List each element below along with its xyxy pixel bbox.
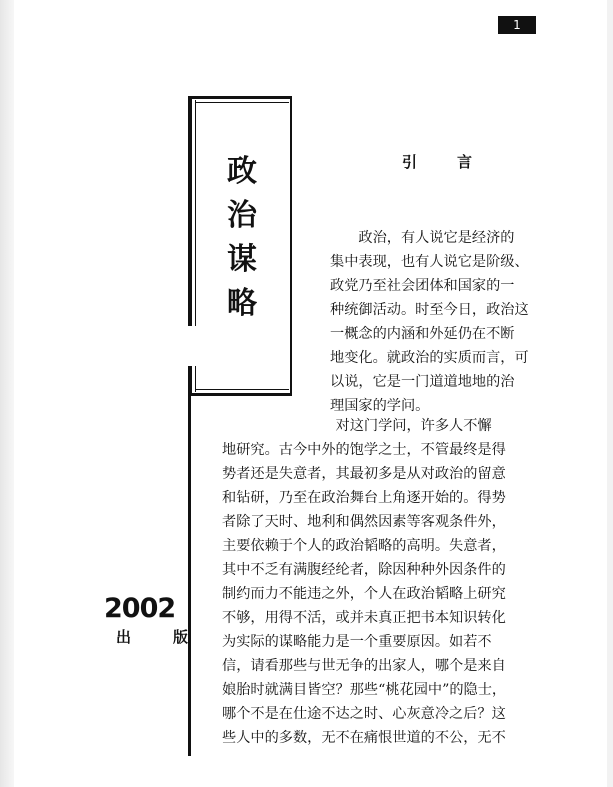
text-line: 一概念的内涵和外延仍在不断	[330, 326, 515, 342]
frame-top-inner-line	[195, 102, 289, 103]
frame-right-line	[290, 96, 292, 396]
text-line: 对这门学问，许多人不懈	[222, 418, 492, 434]
publish-label-char: 出	[116, 628, 132, 646]
intro-paragraph-1	[330, 226, 544, 418]
publish-year: 2002	[104, 593, 176, 624]
section-heading	[402, 152, 472, 172]
text-line: 娘胎时就满目皆空？那些“桃花园中”的隐士，	[222, 682, 507, 698]
text-line: 地变化。就政治的实质而言，可	[330, 350, 529, 366]
vertical-spine-rule	[188, 396, 191, 756]
text-line: 其中不乏有满腹经纶者，除因种种外因条件的	[222, 562, 506, 578]
text-line: 理国家的学问。	[330, 398, 430, 414]
page-right-edge-shadow	[607, 0, 613, 787]
text-line: 以说，它是一门道道地地的治	[330, 374, 515, 390]
text-line: 和钻研，乃至在政治舞台上角逐开始的。得势	[222, 490, 506, 506]
publish-label	[116, 627, 188, 647]
frame-top-line	[188, 96, 292, 99]
text-line: 地研究。古今中外的饱学之士，不管最终是得	[222, 442, 506, 458]
title-char: 谋	[227, 242, 257, 277]
page-left-edge-shadow	[0, 0, 14, 787]
title-char: 略	[227, 286, 257, 321]
title-char: 治	[227, 198, 257, 233]
intro-paragraph-2	[222, 414, 544, 750]
text-line: 信，请看那些与世无争的出家人，哪个是来自	[222, 658, 506, 674]
text-line: 制约而力不能违之外，个人在政治韬略上研究	[222, 586, 506, 602]
text-line: 政治，有人说它是经济的	[330, 230, 515, 246]
text-line: 为实际的谋略能力是一个重要原因。如若不	[222, 634, 492, 650]
text-line: 哪个不是在仕途不达之时、心灰意冷之后？这	[222, 706, 506, 722]
frame-left-gap	[188, 326, 197, 366]
frame-bottom-line	[188, 393, 292, 396]
text-line: 种统御活动。时至今日，政治这	[330, 302, 529, 318]
text-line: 政党乃至社会团体和国家的一	[330, 278, 515, 294]
frame-bottom-inner-line	[195, 389, 289, 390]
book-title-vertical	[222, 150, 262, 326]
heading-char: 言	[456, 153, 472, 171]
text-line: 主要依赖于个人的政治韬略的高明。失意者，	[222, 538, 506, 554]
text-line: 不够，用得不活，或并未真正把书本知识转化	[222, 610, 506, 626]
publish-label-char: 版	[172, 628, 188, 646]
text-line: 势者还是失意者，其最初多是从对政治的留意	[222, 466, 506, 482]
heading-char: 引	[402, 153, 418, 171]
text-line: 些人中的多数，无不在痛恨世道的不公，无不	[222, 730, 506, 746]
text-line: 集中表现，也有人说它是阶级、	[330, 254, 529, 270]
title-char: 政	[227, 154, 257, 189]
page-number-badge: 1	[498, 16, 536, 34]
text-line: 者除了天时、地利和偶然因素等客观条件外，	[222, 514, 506, 530]
